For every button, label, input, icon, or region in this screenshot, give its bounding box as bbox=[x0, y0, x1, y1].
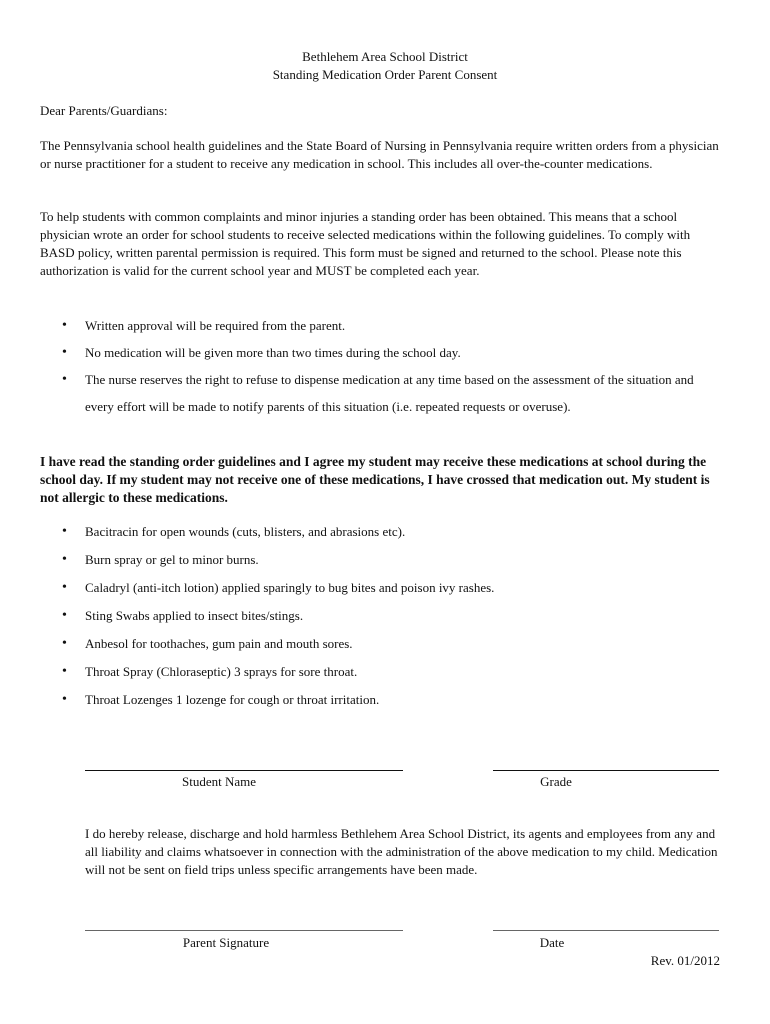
medication-item: • Caladryl (anti-itch lotion) applied sparingly to bug bites and poison ivy rashes. bbox=[62, 574, 722, 602]
district-name: Bethlehem Area School District bbox=[302, 49, 468, 64]
student-name-line[interactable] bbox=[85, 770, 403, 771]
grade-line[interactable] bbox=[493, 770, 719, 771]
policy-item: • Written approval will be required from the parent. bbox=[62, 312, 722, 339]
intro-paragraph-requirement: The Pennsylvania school health guidelines and the State Board of Nursing in Pennsylvania require written orders from a physician or nurse practitioner for a student to receive any medication in school. This includes all over-the-counter medications. bbox=[40, 138, 719, 171]
parent-signature-label: Parent Signature bbox=[182, 935, 270, 950]
student-name-label: Student Name bbox=[181, 774, 256, 789]
release-statement: I do hereby release, discharge and hold harmless Bethlehem Area School District, its agents and employees from any and all liability and claims whatsoever in connection with the administration of the above medication to my child. Medication will not be sent on field trips unless specific arrangements have been made. bbox=[85, 826, 718, 877]
date-label: Date bbox=[539, 935, 565, 950]
medication-item: • Anbesol for toothaches, gum pain and mouth sores. bbox=[62, 630, 722, 658]
salutation: Dear Parents/Guardians: bbox=[40, 103, 168, 118]
policy-item: • The nurse reserves the right to refuse to dispense medication at any time based on the assessment of the situation and every effort will be made to notify parents of this situation (i.e. repeated requests or overuse). bbox=[62, 366, 722, 420]
policy-item: • No medication will be given more than two times during the school day. bbox=[62, 339, 722, 366]
revision-date: Rev. 01/2012 bbox=[650, 953, 720, 968]
medication-item: • Throat Lozenges 1 lozenge for cough or throat irritation. bbox=[62, 686, 722, 714]
medication-item: • Bacitracin for open wounds (cuts, blisters, and abrasions etc). bbox=[62, 518, 722, 546]
medication-item: • Burn spray or gel to minor burns. bbox=[62, 546, 722, 574]
medication-list bbox=[62, 518, 722, 714]
parent-signature-line[interactable] bbox=[85, 930, 403, 931]
grade-label: Grade bbox=[540, 774, 572, 789]
form-title: Standing Medication Order Parent Consent bbox=[272, 67, 498, 82]
policy-list bbox=[62, 312, 722, 420]
agreement-statement: I have read the standing order guidelines and I agree my student may receive these medications at school during the school day. If my student may not receive one of these medications, I have crossed that medication out. My student is not allergic to these medications. bbox=[40, 454, 710, 505]
medication-item: • Throat Spray (Chloraseptic) 3 sprays for sore throat. bbox=[62, 658, 722, 686]
date-line[interactable] bbox=[493, 930, 719, 931]
intro-paragraph-standing-order: To help students with common complaints and minor injuries a standing order has been obtained. This means that a school physician wrote an order for school students to receive selected medications within the following guidelines. To comply with BASD policy, written parental permission is required. This form must be signed and returned to the school. Please note this authorization is valid for the current school year and MUST be completed each year. bbox=[40, 209, 691, 278]
medication-item: • Sting Swabs applied to insect bites/stings. bbox=[62, 602, 722, 630]
